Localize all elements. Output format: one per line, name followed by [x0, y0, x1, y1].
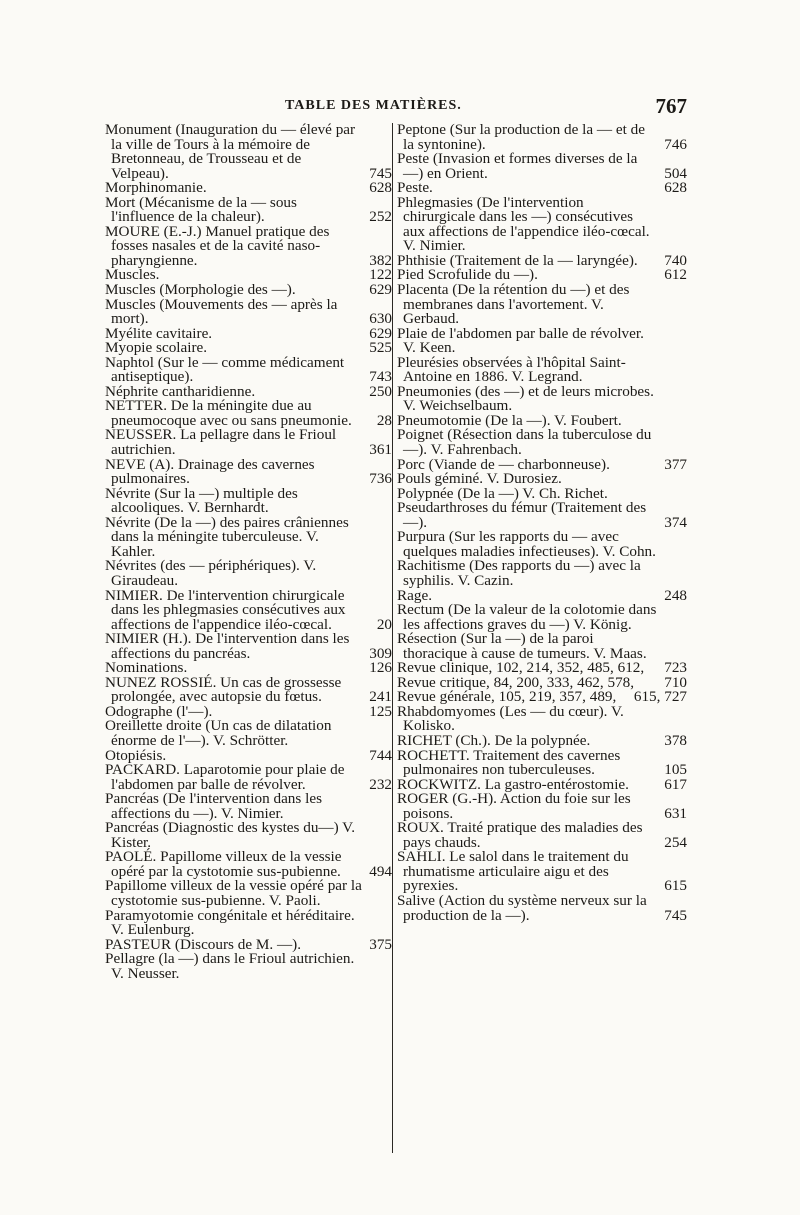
- index-entry-text: Phthisie (Traitement de la — laryngée).: [397, 251, 638, 269]
- index-entry-page: 377: [664, 455, 687, 473]
- index-entry-text: Névrite (Sur la —) multiple des alcooliques. V. Bernhardt.: [105, 484, 298, 517]
- index-entry-page: 252: [369, 208, 392, 226]
- index-entry: [105, 193, 392, 226]
- index-entry-text: Pneumonies (des —) et de leurs microbes. V. Weichselbaum.: [397, 382, 654, 415]
- index-entry: [397, 382, 687, 415]
- index-entry: [105, 906, 392, 939]
- index-entry-text: RICHET (Ch.). De la polypnée.: [397, 731, 591, 749]
- index-entry: [397, 746, 687, 779]
- index-entry-text: Revue critique, 84, 200, 333, 462, 578,: [397, 673, 635, 691]
- index-entry: [105, 952, 392, 981]
- index-entry: [397, 353, 687, 386]
- index-entry: [397, 324, 687, 357]
- index-entry-page: 629: [369, 324, 392, 342]
- index-entry-page: 232: [369, 775, 392, 793]
- index-entry: [397, 530, 687, 559]
- index-entry-text: ROCHETT. Traitement des cavernes pulmonaires non tuberculeuses.: [397, 746, 621, 779]
- index-entry-page: 525: [369, 339, 392, 357]
- index-entry: [105, 632, 392, 661]
- index-entry-text: Pseudarthroses du fémur (Traitement des —).: [397, 499, 647, 531]
- index-entry-text: Rage.: [397, 586, 433, 604]
- index-entry-page: 615: [664, 877, 687, 895]
- index-entry-text: NEUSSER. La pellagre dans le Frioul autrichien.: [105, 426, 337, 459]
- index-entry-page: 746: [664, 135, 687, 153]
- index-entry-text: Pouls géminé. V. Durosiez.: [397, 470, 562, 488]
- right-column: [397, 123, 687, 923]
- index-entry-text: Pancréas (De l'intervention dans les affections du —). V. Nimier.: [105, 790, 322, 822]
- index-entry-page: 736: [369, 470, 392, 488]
- index-entry-page: 20: [376, 615, 392, 633]
- index-entry-text: ROCKWITZ. La gastro-entérostomie.: [397, 775, 629, 793]
- index-entry-text: Rectum (De la valeur de la colotomie dans les affections graves du —) V. König.: [397, 601, 657, 633]
- index-entry-text: Otopiésis.: [105, 746, 167, 764]
- index-entry: [397, 559, 687, 588]
- index-entry-page: 125: [369, 702, 392, 720]
- index-entry: [105, 821, 392, 850]
- index-entry: [105, 123, 392, 181]
- index-entry: [105, 763, 392, 792]
- index-entry-text: Phlegmasies (De l'intervention chirurgicale dans les —) consécutives aux affections de l'appendice iléo-cœcal. V. Nimier.: [397, 193, 650, 255]
- index-entry: [105, 850, 392, 879]
- index-entry-text: Pied Scrofulide du —).: [397, 266, 538, 284]
- index-entry-text: NIMIER (H.). De l'intervention dans les affections du pancréas.: [105, 630, 350, 662]
- index-entry-text: NETTER. De la méningite due au pneumocoque avec ou sans pneumonie.: [105, 397, 352, 429]
- index-entry-page: 617: [664, 775, 687, 793]
- index-entry-page: 382: [369, 251, 392, 269]
- index-entry-text: SAHLI. Le salol dans le traitement du rhumatisme articulaire aigu et des pyrexies.: [397, 848, 629, 895]
- index-entry: [397, 193, 687, 255]
- index-entry-page: 612: [664, 266, 687, 284]
- index-entry-text: Peste.: [397, 179, 433, 197]
- index-entry-text: Myopie scolaire.: [105, 339, 208, 357]
- index-entry: [105, 455, 392, 488]
- index-entry-text: Oreillette droite (Un cas de dilatation énorme de l'—). V. Schrötter.: [105, 717, 332, 749]
- index-entry: [105, 673, 392, 706]
- index-entry-text: Pleurésies observées à l'hôpital Saint-Antoine en 1886. V. Legrand.: [397, 353, 626, 386]
- index-entry-page: 309: [369, 644, 392, 662]
- index-entry: [105, 513, 392, 560]
- index-entry-text: Morphinomanie.: [105, 179, 207, 197]
- index-entry-text: Pancréas (Diagnostic des kystes du—) V. Kister.: [105, 819, 355, 851]
- index-entry: [397, 123, 687, 152]
- index-entry-page: 126: [369, 659, 392, 677]
- index-entry-text: Naphtol (Sur le — comme médicament antiseptique).: [105, 353, 345, 386]
- index-entry-page: 105: [664, 761, 687, 779]
- index-entry-text: Plaie de l'abdomen par balle de révolver. V. Keen.: [397, 324, 644, 357]
- index-entry: [105, 399, 392, 428]
- index-entry-text: Pellagre (la —) dans le Frioul autrichien. V. Neusser.: [105, 950, 355, 982]
- index-entry-text: MOURE (E.-J.) Manuel pratique des fosses nasales et de la cavité naso-pharyngienne.: [105, 222, 330, 269]
- index-entry-text: Néphrite cantharidienne.: [105, 382, 256, 400]
- index-entry-text: NEVE (A). Drainage des cavernes pulmonaires.: [105, 455, 315, 488]
- index-entry: [105, 586, 392, 633]
- index-entry-text: Purpura (Sur les rapports du — avec quelques maladies infectieuses). V. Cohn.: [397, 528, 656, 560]
- index-entry-text: NIMIER. De l'intervention chirurgicale dans les phlegmasies consécutives aux affections de l'appendice iléo-cœcal.: [105, 586, 346, 633]
- index-entry-text: PAOLÉ. Papillome villeux de la vessie opéré par la cystotomie sus-pubienne.: [105, 848, 342, 880]
- index-entry-page: 740: [664, 251, 687, 269]
- index-entry-text: Pneumotomie (De la —). V. Foubert.: [397, 411, 622, 429]
- index-entry: [105, 295, 392, 328]
- index-entry: [397, 891, 687, 924]
- index-entry-text: Muscles (Mouvements des — après la mort).: [105, 295, 338, 328]
- index-entry-text: Salive (Action du système nerveux sur la production de la —).: [397, 891, 647, 924]
- index-entry-page: 28: [376, 411, 392, 429]
- index-entry: [105, 879, 392, 908]
- index-entry-text: Peptone (Sur la production de la — et de la syntonine).: [397, 121, 645, 153]
- index-entry-page: 631: [664, 804, 687, 822]
- index-entry: [397, 850, 687, 894]
- index-entry: [397, 152, 687, 181]
- index-entry-text: Myélite cavitaire.: [105, 324, 213, 342]
- index-entry-text: NUNEZ ROSSIÉ. Un cas de grossesse prolongée, avec autopsie du fœtus.: [105, 673, 342, 706]
- index-entry-text: Muscles (Morphologie des —).: [105, 281, 296, 299]
- index-entry-text: Placenta (De la rétention du —) et des membranes dans l'avortement. V. Gerbaud.: [397, 281, 630, 328]
- index-entry-text: Mort (Mécanisme de la — sous l'influence de la chaleur).: [105, 193, 297, 226]
- index-entry-page: 710: [664, 673, 687, 691]
- index-entry: [397, 603, 687, 632]
- index-entry: [105, 792, 392, 821]
- index-entry-text: Poignet (Résection dans la tuberculose du —). V. Fahrenbach.: [397, 426, 652, 459]
- index-entry-text: Névrites (des — périphériques). V. Giraudeau.: [105, 557, 317, 589]
- index-entry-page: 361: [369, 441, 392, 459]
- index-entry-page: 615, 727: [633, 688, 687, 706]
- index-entry-page: 504: [664, 164, 687, 182]
- index-entry-page: 743: [369, 368, 392, 386]
- index-entry: [105, 353, 392, 386]
- index-entry-text: PASTEUR (Discours de M. —).: [105, 935, 302, 953]
- column-divider: [392, 123, 393, 1153]
- index-entry-text: Névrite (De la —) des paires crâniennes dans la méningite tuberculeuse. V. Kahler.: [105, 513, 349, 560]
- page-title: TABLE DES MATIÈRES.: [285, 98, 462, 113]
- index-entry-page: 744: [369, 746, 392, 764]
- index-entry-text: Peste (Invasion et formes diverses de la —) en Orient.: [397, 150, 638, 182]
- index-entry-page: 375: [369, 935, 392, 953]
- index-entry-text: Résection (Sur la —) de la paroi thoracique à cause de tumeurs. V. Maas.: [397, 630, 647, 662]
- index-entry-text: Revue générale, 105, 219, 357, 489,: [397, 688, 617, 706]
- running-header: [105, 94, 685, 118]
- index-entry-page: 745: [369, 164, 392, 182]
- index-entry: [105, 484, 392, 517]
- index-entry-text: Revue clinique, 102, 214, 352, 485, 612,: [397, 659, 645, 677]
- index-entry-text: Polypnée (De la —) V. Ch. Richet.: [397, 484, 608, 502]
- index-entry: [397, 821, 687, 850]
- index-entry: [397, 501, 687, 530]
- index-entry-page: 494: [369, 862, 392, 880]
- page-number: 767: [655, 94, 687, 118]
- index-entry-page: 250: [369, 382, 392, 400]
- index-entry-text: Rhabdomyomes (Les — du cœur). V. Kolisko.: [397, 702, 624, 735]
- index-entry-text: ROUX. Traité pratique des maladies des pays chauds.: [397, 819, 643, 851]
- index-entry-text: Monument (Inauguration du — élevé par la ville de Tours à la mémoire de Bretonneau, de Trousseau et de Velpeau).: [105, 121, 356, 182]
- index-entry-text: ROGER (G.-H). Action du foie sur les poisons.: [397, 790, 631, 822]
- index-entry-page: 630: [369, 310, 392, 328]
- index-entry-text: PACKARD. Laparotomie pour plaie de l'abdomen par balle de révolver.: [105, 761, 345, 793]
- index-entry-text: Papillome villeux de la vessie opéré par la cystotomie sus-pubienne. V. Paoli.: [105, 877, 362, 909]
- index-entry: [397, 632, 687, 661]
- index-entry: [105, 428, 392, 457]
- index-entry-page: 254: [664, 833, 687, 851]
- index-entry-page: 374: [664, 513, 687, 531]
- index-entry: [105, 719, 392, 748]
- index-entry-text: Porc (Viande de — charbonneuse).: [397, 455, 610, 473]
- index-entry-page: 745: [664, 906, 687, 924]
- index-entry-text: Paramyotomie congénitale et héréditaire. V. Eulenburg.: [105, 906, 355, 939]
- index-entry-page: 378: [664, 731, 687, 749]
- index-entry-text: Odographe (l'—).: [105, 702, 213, 720]
- index-entry: [397, 428, 687, 457]
- left-column: [105, 123, 392, 981]
- index-entry-text: Rachitisme (Des rapports du —) avec la syphilis. V. Cazin.: [397, 557, 641, 589]
- index-entry-page: 248: [664, 586, 687, 604]
- index-entry: [105, 559, 392, 588]
- index-entry-page: 723: [664, 659, 687, 677]
- index-entry-page: 629: [369, 281, 392, 299]
- index-entry: [105, 222, 392, 269]
- index-entry-page: 628: [369, 179, 392, 197]
- index-entry-page: 628: [664, 179, 687, 197]
- index-entry-page: 241: [369, 688, 392, 706]
- index-entry-text: Muscles.: [105, 266, 160, 284]
- index-entry-text: Nominations.: [105, 659, 188, 677]
- index-entry-page: 122: [369, 266, 392, 284]
- index-entry: [397, 283, 687, 327]
- index-entry: [397, 792, 687, 821]
- index-entry: [397, 702, 687, 735]
